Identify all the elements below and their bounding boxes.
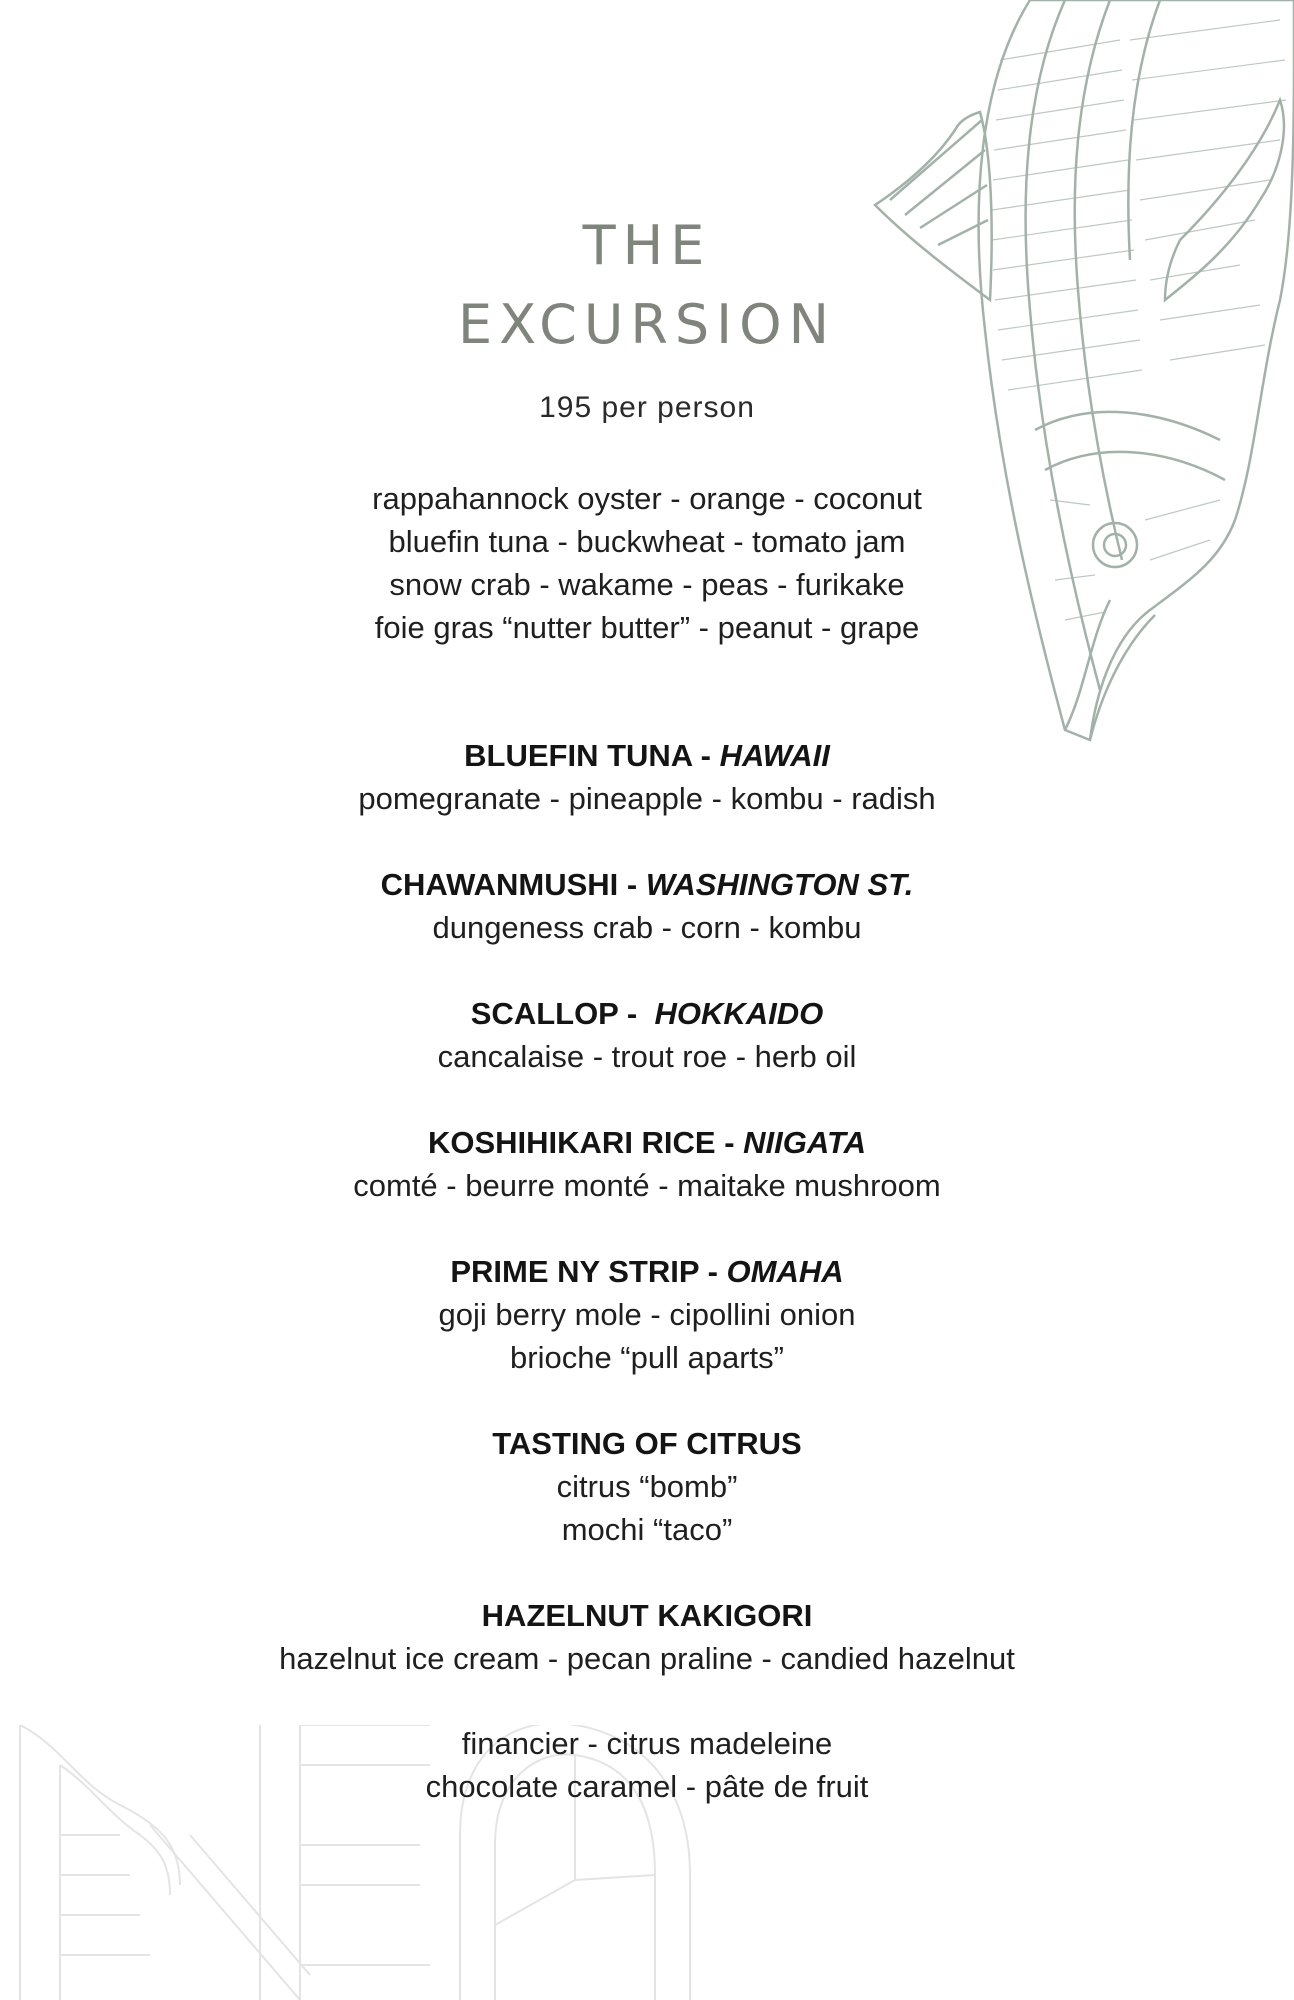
course-description: comté - beurre monté - maitake mushroom: [353, 1168, 941, 1203]
course-title: [0, 1250, 1294, 1293]
course-item: [0, 1422, 1294, 1551]
course-title: [0, 734, 1294, 777]
course-origin: OMAHA: [726, 1254, 844, 1289]
menu-title-line1: THE: [582, 214, 712, 277]
course-title: [0, 1594, 1294, 1637]
course-description: goji berry mole - cipollini onion: [438, 1297, 856, 1332]
course-origin: NIIGATA: [743, 1125, 867, 1160]
course-title: [0, 863, 1294, 906]
course-name: TASTING OF CITRUS: [492, 1426, 802, 1461]
snack-item: bluefin tuna - buckwheat - tomato jam: [388, 524, 906, 559]
mignardise-item: chocolate caramel - pâte de fruit: [425, 1769, 869, 1804]
course-title: [0, 992, 1294, 1035]
course-description: brioche “pull aparts”: [510, 1340, 784, 1375]
course-origin: HOKKAIDO: [654, 996, 824, 1031]
course-origin: HAWAII: [719, 738, 830, 773]
menu-price: 195 per person: [539, 391, 755, 424]
course-name: BLUEFIN TUNA -: [464, 738, 720, 773]
snack-item: snow crab - wakame - peas - furikake: [389, 567, 905, 602]
course-item: [0, 992, 1294, 1078]
menu-title-line2: EXCURSION: [457, 293, 837, 356]
course-description: hazelnut ice cream - pecan praline - candied hazelnut: [279, 1641, 1015, 1676]
snack-item: foie gras “nutter butter” - peanut - grape: [374, 610, 920, 645]
course-description: mochi “taco”: [561, 1512, 733, 1547]
course-name: CHAWANMUSHI -: [380, 867, 646, 902]
mignardise-item: financier - citrus madeleine: [461, 1726, 833, 1761]
snacks-list: [0, 477, 1294, 649]
course-origin: WASHINGTON ST.: [645, 867, 914, 902]
course-item: [0, 1121, 1294, 1207]
course-item: [0, 1250, 1294, 1379]
course-title: [0, 1121, 1294, 1164]
course-name: HAZELNUT KAKIGORI: [481, 1598, 813, 1633]
course-name: SCALLOP -: [470, 996, 655, 1031]
course-name: KOSHIHIKARI RICE -: [427, 1125, 744, 1160]
course-description: dungeness crab - corn - kombu: [432, 910, 862, 945]
snack-item: rappahannock oyster - orange - coconut: [372, 481, 922, 516]
courses-list: [0, 734, 1294, 1723]
course-title: [0, 1422, 1294, 1465]
course-name: PRIME NY STRIP -: [450, 1254, 727, 1289]
course-item: [0, 863, 1294, 949]
mignardises-list: [0, 1722, 1294, 1808]
course-item: [0, 1594, 1294, 1680]
course-description: citrus “bomb”: [556, 1469, 738, 1504]
course-description: cancalaise - trout roe - herb oil: [437, 1039, 857, 1074]
course-item: [0, 734, 1294, 820]
course-description: pomegranate - pineapple - kombu - radish: [358, 781, 936, 816]
